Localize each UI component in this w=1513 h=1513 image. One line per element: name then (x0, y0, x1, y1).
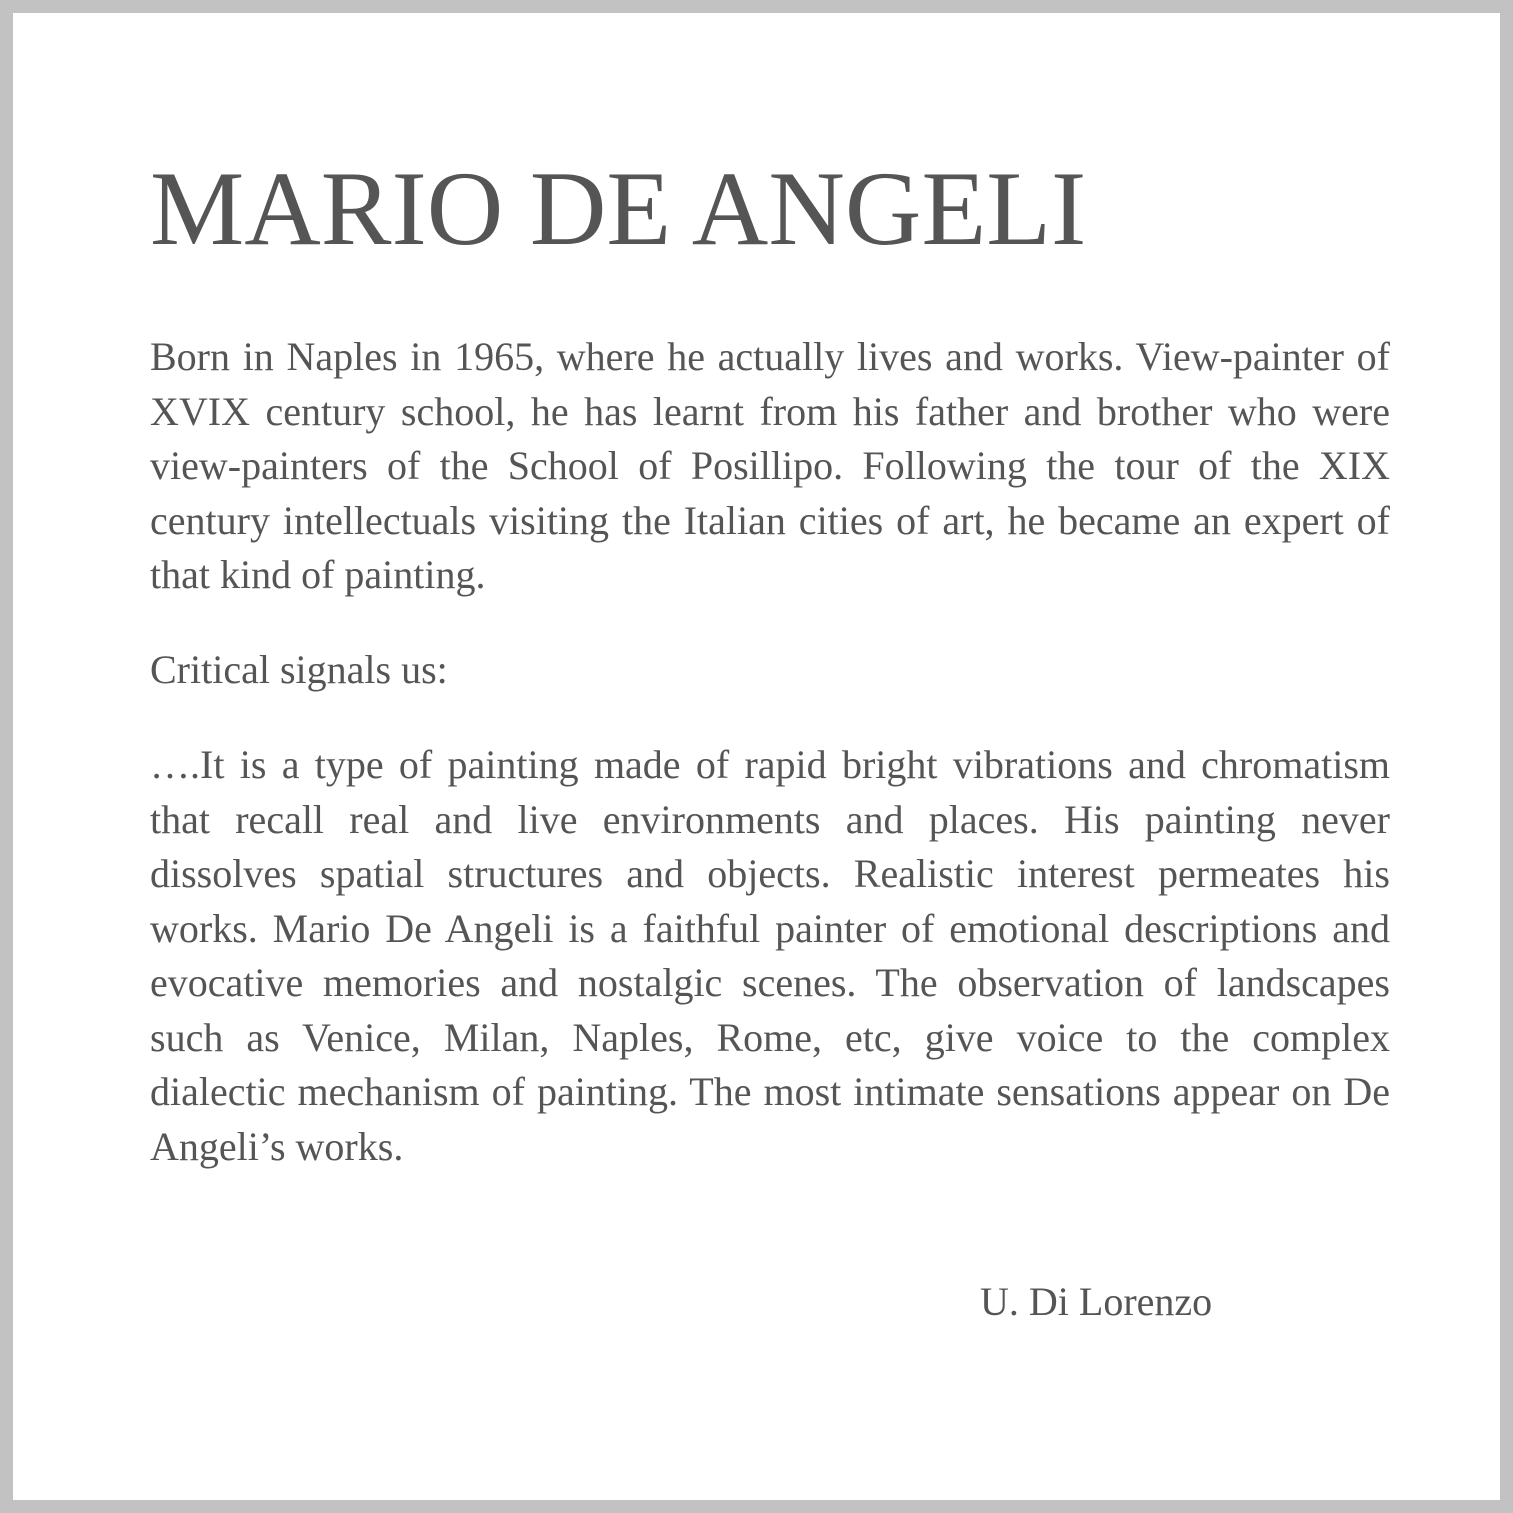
critique-intro: Critical signals us: (150, 647, 448, 692)
artist-title: MARIO DE ANGELI (150, 150, 1087, 267)
biography-paragraph: Born in Naples in 1965, where he actually lives and works. View-painter of XVIX century school, he has learnt from his father and brother who were view-painters of the School of Posillipo. Following the tour of the XIX century intellectuals visiting the Italian cities of art, he became an expert of that kind of painting. (150, 334, 1390, 597)
critique-paragraph: ….It is a type of painting made of rapid bright vibrations and chromatism that recall real and live environments and places. His painting never dissolves spatial structures and objects. Realistic interest permeates his works. Mario De Angeli is a faithful painter of emotional descriptions and evocative memories and nostalgic scenes. The observation of landscapes such as Venice, Milan, Naples, Rome, etc, give voice to the complex dialectic mechanism of painting. The most intimate sensations appear on De Angeli’s works. (150, 742, 1390, 1169)
author-signature: U. Di Lorenzo (980, 1279, 1213, 1324)
